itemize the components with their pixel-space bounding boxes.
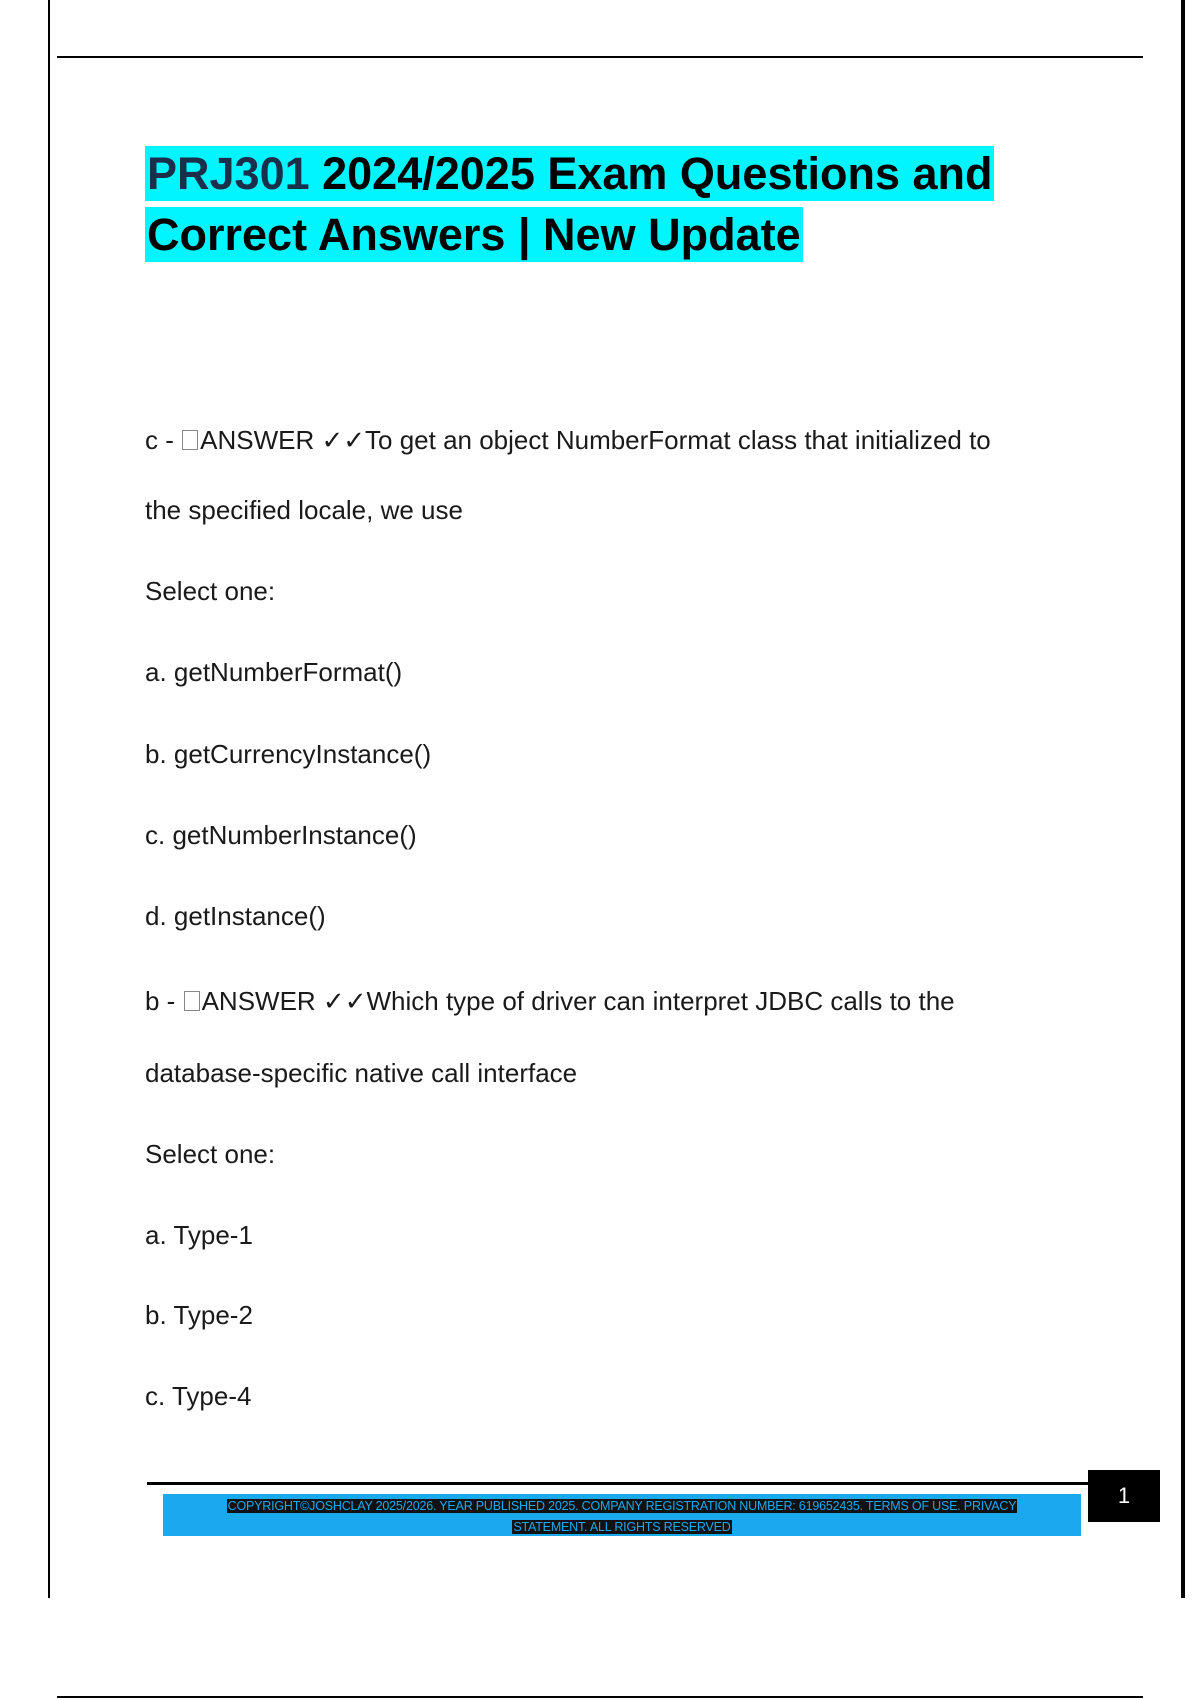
question-1-option-c: c. getNumberInstance() — [145, 820, 417, 850]
question-1-select-label: Select one: — [145, 576, 276, 606]
question-1-text-line2: the specified locale, we use — [145, 495, 463, 525]
footer-copyright — [163, 1496, 1081, 1538]
question-1-option-b: b. getCurrencyInstance() — [145, 739, 432, 769]
page-border-left — [48, 0, 50, 1598]
page-border-right — [1181, 0, 1185, 1598]
question-2-text-line2: database-specific native call interface — [145, 1058, 578, 1088]
page-number: 1 — [1088, 1470, 1160, 1522]
title-line1-rest: 2024/2025 Exam Questions and — [309, 148, 993, 199]
question-2-text-line1: Which type of driver can interpret JDBC calls to the — [366, 986, 955, 1016]
question-1-prefix: c - — [145, 425, 182, 455]
title-line2: Correct Answers | New Update — [147, 209, 801, 260]
question-2-option-c: c. Type-4 — [145, 1381, 252, 1411]
question-2-option-a: a. Type-1 — [145, 1220, 253, 1250]
question-2-prefix: b - — [145, 986, 183, 1016]
missing-glyph-box-icon — [182, 430, 198, 450]
missing-glyph-box-icon — [184, 991, 200, 1011]
question-2-answer-label: ANSWER ✓✓ — [201, 986, 367, 1016]
footer-copyright-line2: STATEMENT. ALL RIGHTS RESERVED — [513, 1520, 731, 1534]
header-rule — [57, 56, 1143, 58]
question-2-select-label: Select one: — [145, 1139, 276, 1169]
next-page-rule — [57, 1696, 1143, 1698]
question-2-option-b: b. Type-2 — [145, 1300, 253, 1330]
question-2-line1 — [145, 986, 955, 1016]
footer-rule — [147, 1482, 1089, 1485]
question-1-text-line1: To get an object NumberFormat class that initialized to — [365, 425, 991, 455]
question-1-line1 — [145, 425, 991, 455]
question-1-option-a: a. getNumberFormat() — [145, 657, 403, 687]
footer-copyright-line1: COPYRIGHT©JOSHCLAY 2025/2026. YEAR PUBLISHED 2025. COMPANY REGISTRATION NUMBER: 619652435. TERMS OF USE. PRIVACY — [227, 1499, 1017, 1513]
document-title — [145, 143, 1145, 265]
question-1-option-d: d. getInstance() — [145, 901, 326, 931]
title-course-code: PRJ301 — [147, 148, 310, 199]
question-1-answer-label: ANSWER ✓✓ — [200, 425, 366, 455]
